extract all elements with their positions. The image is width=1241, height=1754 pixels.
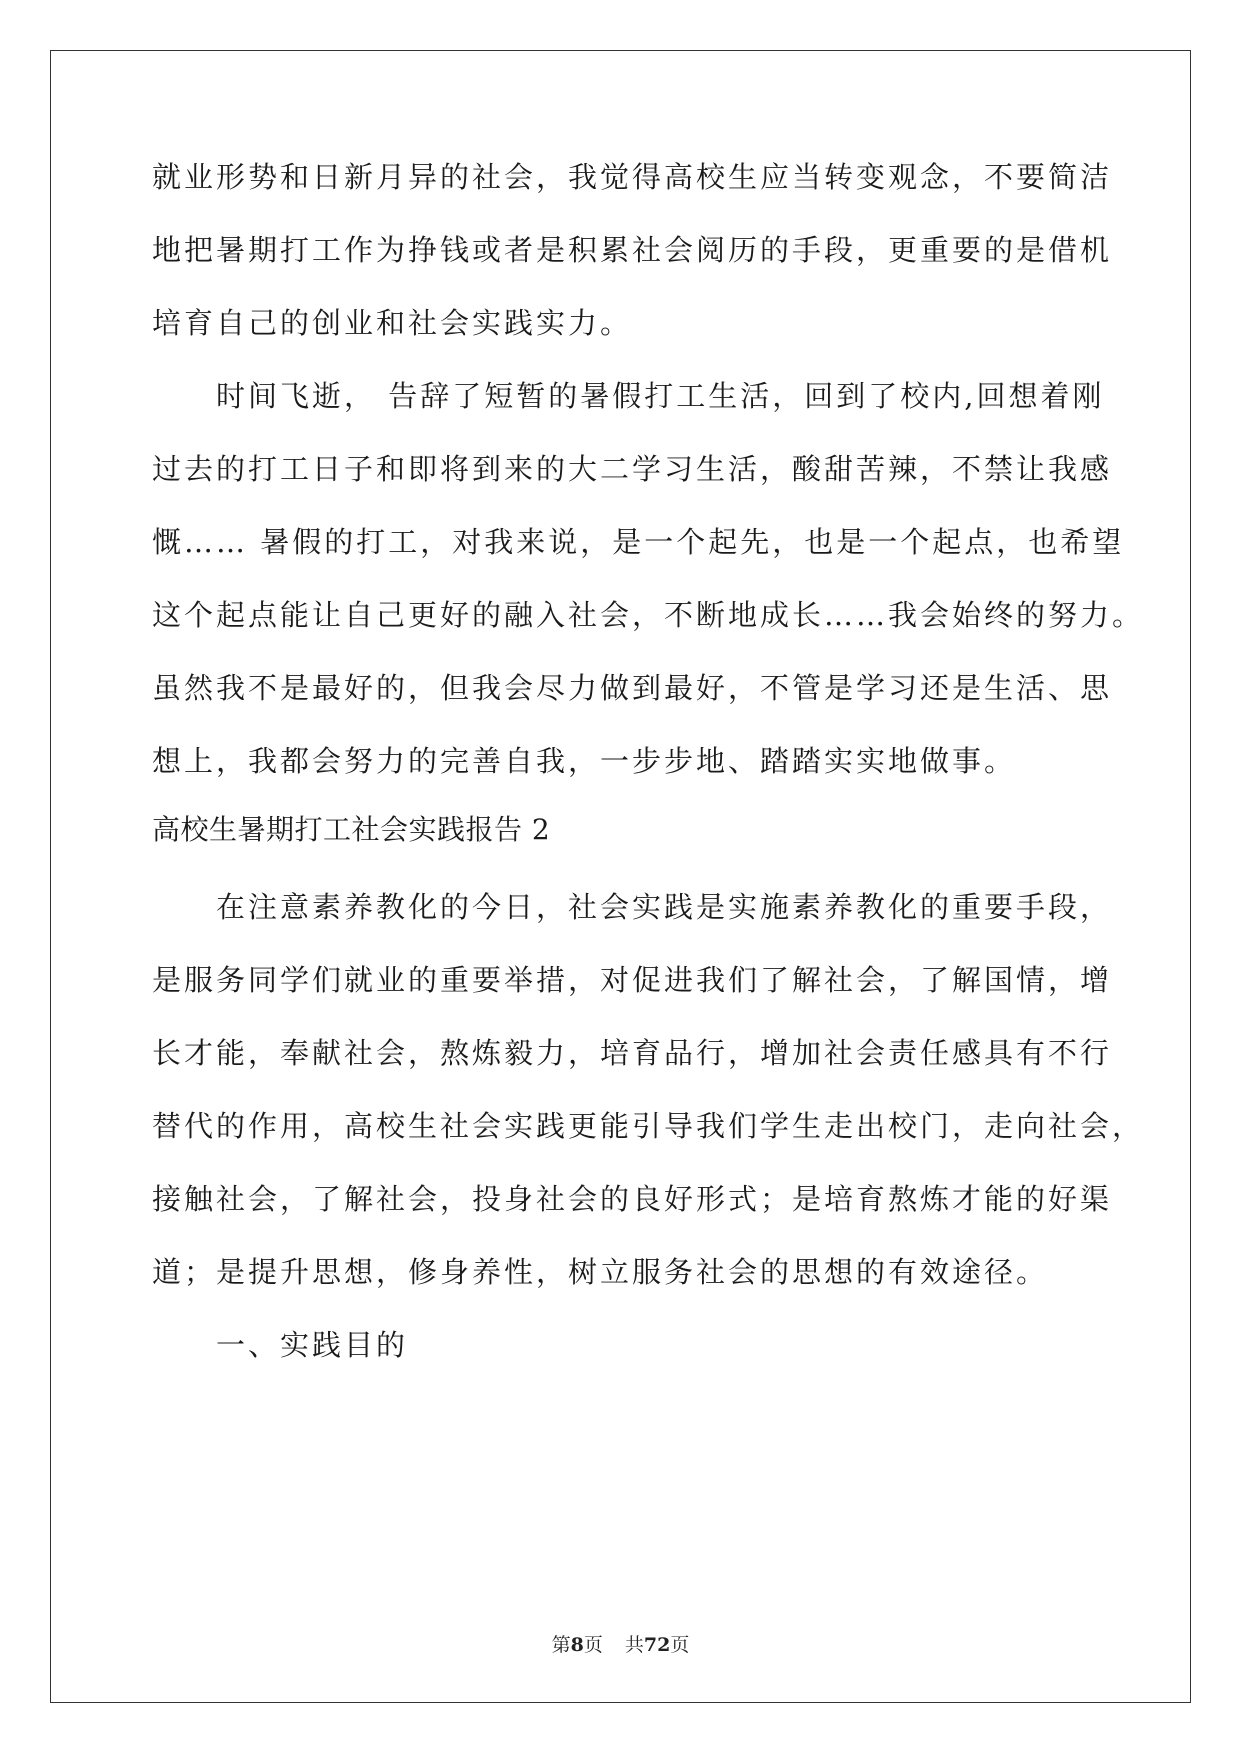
total-suffix: 页 <box>670 1634 690 1656</box>
total-pages: 72 <box>643 1634 671 1656</box>
text-line: 是服务同学们就业的重要举措，对促进我们了解社会，了解国情，增 <box>152 963 1113 997</box>
paragraph-start-line: 在注意素养教化的今日，社会实践是实施素养教化的重要手段， <box>216 890 1113 924</box>
total-prefix: 共 <box>624 1634 644 1656</box>
page-border <box>50 50 1191 1703</box>
page-suffix: 页 <box>583 1634 603 1656</box>
paragraph-start-line: 时间飞逝， 告辞了短暂的暑假打工生活，回到了校内,回想着刚 <box>216 379 1105 413</box>
text-line: 过去的打工日子和即将到来的大二学习生活，酸甜苦辣，不禁让我感 <box>152 452 1113 486</box>
text-line: 地把暑期打工作为挣钱或者是积累社会阅历的手段，更重要的是借机 <box>152 233 1113 267</box>
text-line: 这个起点能让自己更好的融入社会，不断地成长……我会始终的努力。 <box>152 598 1145 632</box>
text-line: 想上，我都会努力的完善自我，一步步地、踏踏实实地做事。 <box>152 744 1017 778</box>
text-line: 长才能，奉献社会，熬炼毅力，培育品行，增加社会责任感具有不行 <box>152 1036 1113 1070</box>
subsection-heading: 一、实践目的 <box>216 1328 409 1362</box>
text-line: 道；是提升思想，修身养性，树立服务社会的思想的有效途径。 <box>152 1255 1049 1289</box>
page-number: 8 <box>570 1634 584 1656</box>
page-prefix: 第 <box>551 1634 571 1656</box>
text-line: 接触社会，了解社会，投身社会的良好形式；是培育熬炼才能的好渠 <box>152 1182 1113 1216</box>
text-line: 慨…… 暑假的打工，对我来说，是一个起先，也是一个起点，也希望 <box>152 525 1125 559</box>
text-line: 虽然我不是最好的，但我会尽力做到最好，不管是学习还是生活、思 <box>152 671 1113 705</box>
page-footer <box>0 1633 1241 1657</box>
text-line: 替代的作用，高校生社会实践更能引导我们学生走出校门，走向社会， <box>152 1109 1145 1143</box>
text-line: 就业形势和日新月异的社会，我觉得高校生应当转变观念，不要简洁 <box>152 160 1113 194</box>
text-line: 培育自己的创业和社会实践实力。 <box>152 306 633 340</box>
section-heading: 高校生暑期打工社会实践报告 2 <box>152 813 551 846</box>
